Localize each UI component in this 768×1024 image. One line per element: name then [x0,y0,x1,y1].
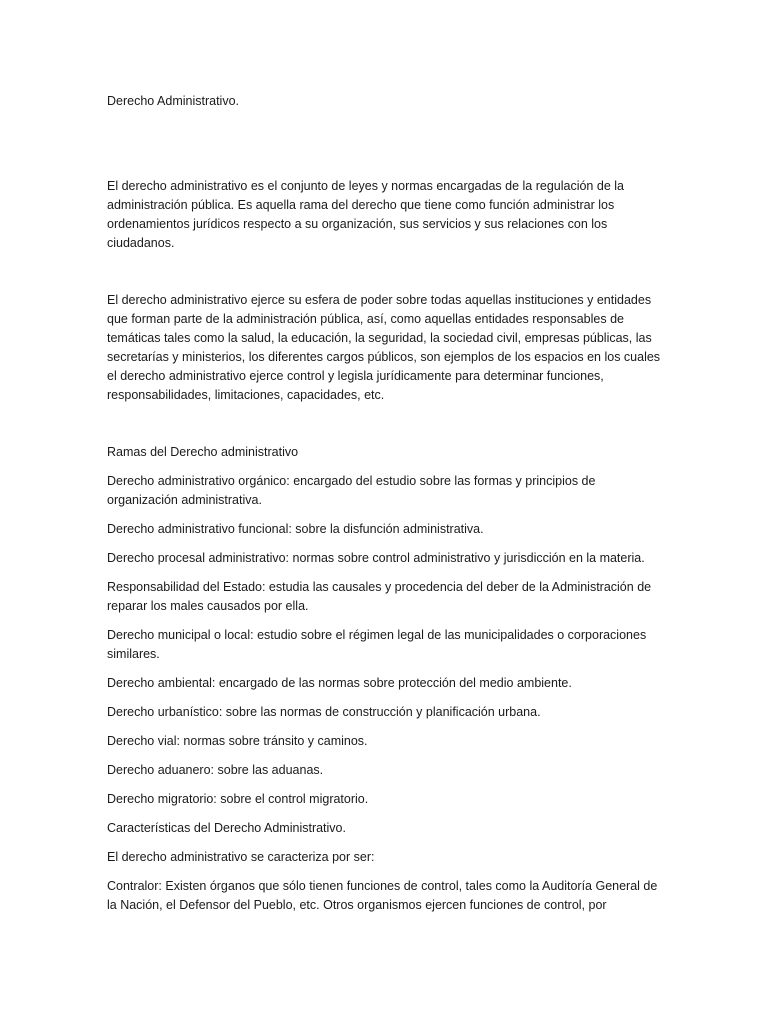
branch-item: Derecho procesal administrativo: normas sobre control administrativo y jurisdicción en la materia. [107,551,645,565]
characteristics-heading: Características del Derecho Administrativo. [107,821,346,835]
branches-section [107,443,667,925]
branch-item: Derecho aduanero: sobre las aduanas. [107,763,324,777]
characteristics-intro: El derecho administrativo se caracteriza por ser: [107,850,375,864]
branch-item: Derecho urbanístico: sobre las normas de construcción y planificación urbana. [107,705,541,719]
characteristic-item: Contralor: Existen órganos que sólo tienen funciones de control, tales como la Auditoría General de la Nación, el Defensor del Pueblo, etc. Otros organismos ejercen funciones de control, por [107,879,658,912]
branch-item: Derecho municipal o local: estudio sobre el régimen legal de las municipalidades o corporaciones similares. [107,628,647,661]
branch-item: Derecho migratorio: sobre el control migratorio. [107,792,369,806]
intro-paragraph: El derecho administrativo es el conjunto de leyes y normas encargadas de la regulación de la administración pública. Es aquella rama del derecho que tiene como función administrar los ordenamientos jurídicos respecto a su organización, sus servicios y sus relaciones con los ciudadanos. [107,179,624,250]
scope-paragraph: El derecho administrativo ejerce su esfera de poder sobre todas aquellas instituciones y entidades que forman parte de la administración pública, así, como aquellas entidades responsables de temáticas tales como la salud, la educación, la seguridad, la sociedad civil, empresas públicas, las secretarías y ministerios, los diferentes cargos públicos, son ejemplos de los espacios en los cuales el derecho administrativo ejerce control y legisla jurídicamente para determinar funciones, responsabilidades, limitaciones, capacidades, etc. [107,293,661,402]
branch-item: Derecho administrativo orgánico: encargado del estudio sobre las formas y principios de organización administrativa. [107,474,596,507]
branch-item: Derecho ambiental: encargado de las normas sobre protección del medio ambiente. [107,676,572,690]
document-title: Derecho Administrativo. [107,94,240,108]
branches-heading: Ramas del Derecho administrativo [107,445,299,459]
branch-item: Derecho vial: normas sobre tránsito y caminos. [107,734,368,748]
branch-item: Derecho administrativo funcional: sobre la disfunción administrativa. [107,522,484,536]
branch-item: Responsabilidad del Estado: estudia las causales y procedencia del deber de la Administración de reparar los males causados por ella. [107,580,652,613]
